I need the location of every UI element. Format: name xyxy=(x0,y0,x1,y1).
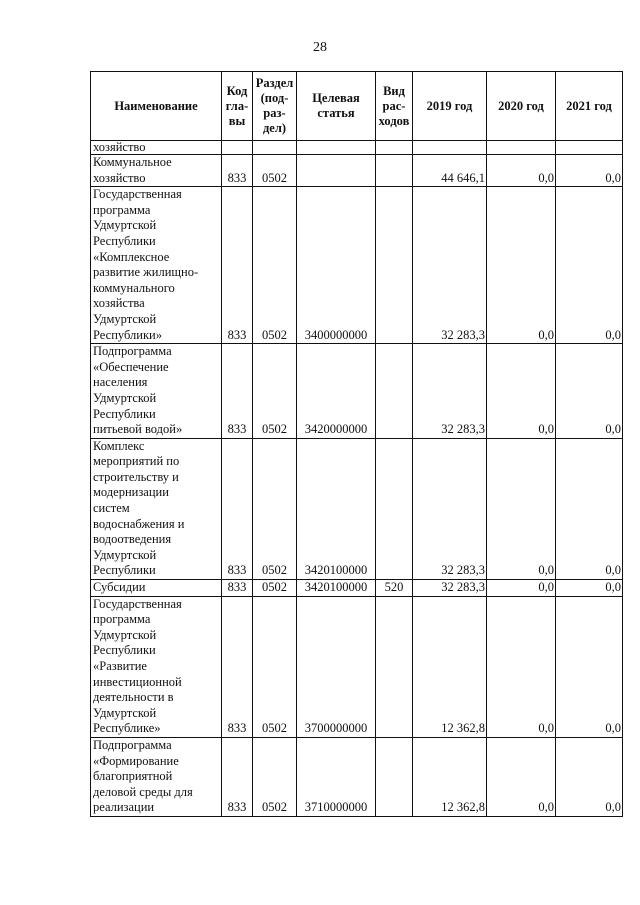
cell-2019: 32 283,3 xyxy=(413,344,487,439)
budget-table xyxy=(90,71,623,817)
cell-expense xyxy=(376,141,413,155)
cell-section: 0502 xyxy=(253,344,297,439)
cell-2019: 32 283,3 xyxy=(413,580,487,597)
cell-2019: 12 362,8 xyxy=(413,737,487,816)
cell-2021: 0,0 xyxy=(556,155,623,187)
table-row xyxy=(91,344,623,439)
cell-section: 0502 xyxy=(253,596,297,737)
cell-2019 xyxy=(413,141,487,155)
cell-expense: 520 xyxy=(376,580,413,597)
cell-name: Подпрограмма «Обеспечение населения Удмуртской Республики питьевой водой» xyxy=(91,344,222,439)
cell-expense xyxy=(376,596,413,737)
cell-target xyxy=(297,141,376,155)
table-row xyxy=(91,141,623,155)
cell-code: 833 xyxy=(222,155,253,187)
page-number: 28 xyxy=(313,40,327,55)
table-row xyxy=(91,596,623,737)
table-row xyxy=(91,187,623,344)
cell-2020: 0,0 xyxy=(487,344,556,439)
cell-section xyxy=(253,141,297,155)
cell-expense xyxy=(376,187,413,344)
cell-2021: 0,0 xyxy=(556,580,623,597)
table-body xyxy=(91,141,623,817)
cell-2020 xyxy=(487,141,556,155)
header-2019: 2019 год xyxy=(413,72,487,141)
cell-code: 833 xyxy=(222,344,253,439)
cell-2019: 44 646,1 xyxy=(413,155,487,187)
cell-target: 3420000000 xyxy=(297,344,376,439)
header-row xyxy=(91,72,623,141)
table-row xyxy=(91,155,623,187)
cell-2020: 0,0 xyxy=(487,438,556,579)
cell-target: 3710000000 xyxy=(297,737,376,816)
header-2020: 2020 год xyxy=(487,72,556,141)
cell-section: 0502 xyxy=(253,438,297,579)
cell-2021: 0,0 xyxy=(556,737,623,816)
header-name: Наименование xyxy=(91,72,222,141)
header-target: Целевая статья xyxy=(297,72,376,141)
cell-name: Субсидии xyxy=(91,580,222,597)
cell-name: Государственная программа Удмуртской Республики «Развитие инвестиционной деятельности в Удмуртской Республике» xyxy=(91,596,222,737)
cell-target xyxy=(297,155,376,187)
cell-2021: 0,0 xyxy=(556,187,623,344)
cell-name: Подпрограмма «Формирование благоприятной деловой среды для реализации xyxy=(91,737,222,816)
table-row xyxy=(91,737,623,816)
cell-expense xyxy=(376,344,413,439)
cell-section: 0502 xyxy=(253,155,297,187)
cell-code: 833 xyxy=(222,438,253,579)
cell-2019: 32 283,3 xyxy=(413,187,487,344)
cell-2020: 0,0 xyxy=(487,155,556,187)
table-row xyxy=(91,580,623,597)
cell-section: 0502 xyxy=(253,187,297,344)
cell-2019: 32 283,3 xyxy=(413,438,487,579)
cell-name: Коммунальное хозяйство xyxy=(91,155,222,187)
cell-section: 0502 xyxy=(253,737,297,816)
cell-name: Комплекс мероприятий по строительству и модернизации систем водоснабжения и водоотведения Удмуртской Республики xyxy=(91,438,222,579)
cell-target: 3700000000 xyxy=(297,596,376,737)
cell-code: 833 xyxy=(222,187,253,344)
cell-2021: 0,0 xyxy=(556,344,623,439)
cell-expense xyxy=(376,155,413,187)
header-code: Код гла- вы xyxy=(222,72,253,141)
cell-code: 833 xyxy=(222,596,253,737)
cell-2021: 0,0 xyxy=(556,438,623,579)
cell-code xyxy=(222,141,253,155)
cell-code: 833 xyxy=(222,737,253,816)
header-expense: Вид рас- ходов xyxy=(376,72,413,141)
cell-target: 3400000000 xyxy=(297,187,376,344)
cell-2020: 0,0 xyxy=(487,596,556,737)
cell-target: 3420100000 xyxy=(297,580,376,597)
cell-2021: 0,0 xyxy=(556,596,623,737)
cell-section: 0502 xyxy=(253,580,297,597)
cell-2020: 0,0 xyxy=(487,187,556,344)
cell-2020: 0,0 xyxy=(487,737,556,816)
cell-name: Государственная программа Удмуртской Республики «Комплексное развитие жилищно- коммунального хозяйства Удмуртской Республики» xyxy=(91,187,222,344)
header-2021: 2021 год xyxy=(556,72,623,141)
cell-2021 xyxy=(556,141,623,155)
cell-expense xyxy=(376,438,413,579)
table-row xyxy=(91,438,623,579)
cell-2019: 12 362,8 xyxy=(413,596,487,737)
cell-target: 3420100000 xyxy=(297,438,376,579)
header-section: Раздел (под- раз- дел) xyxy=(253,72,297,141)
cell-code: 833 xyxy=(222,580,253,597)
cell-name: хозяйство xyxy=(91,141,222,155)
cell-expense xyxy=(376,737,413,816)
cell-2020: 0,0 xyxy=(487,580,556,597)
